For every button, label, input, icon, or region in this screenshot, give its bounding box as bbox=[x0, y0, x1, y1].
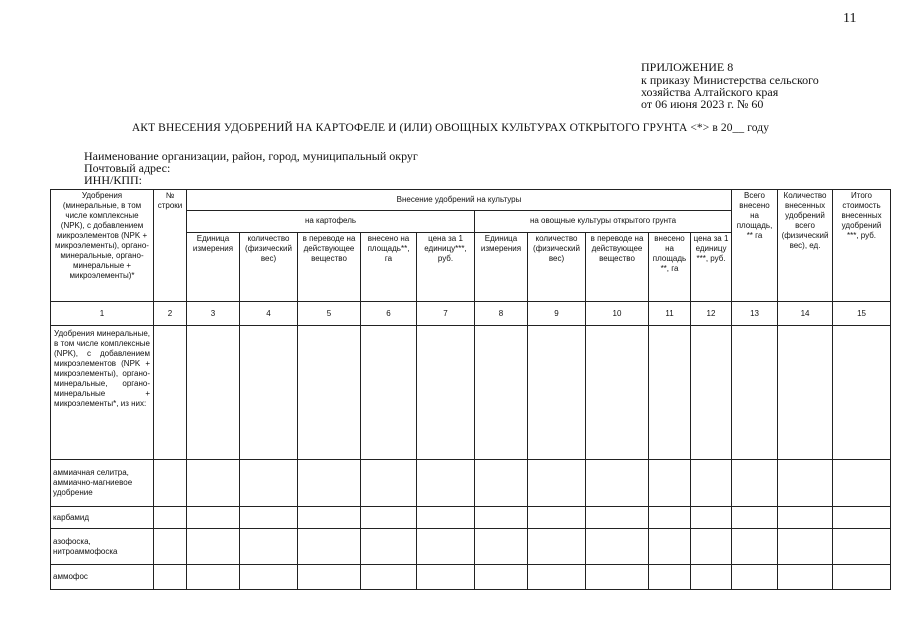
subheader-active-substance: в переводе на действующее вещество bbox=[586, 233, 649, 302]
row-label-ammonium-nitrate: аммиачная селитра, аммиачно-магниевое удобрение bbox=[51, 459, 154, 506]
row-label-fertilizers-total: Удобрения минеральные, в том числе комплексные (NPK), с добавлением микроэлементов (NPK + микроэлементы), органо-минеральные, органо-минеральные + микроэлементы*, из них: bbox=[51, 326, 154, 459]
subheader-quantity: количество (физический вес) bbox=[528, 233, 586, 302]
column-number: 8 bbox=[475, 301, 528, 326]
column-number: 11 bbox=[649, 301, 691, 326]
column-number: 6 bbox=[361, 301, 417, 326]
page-number: 11 bbox=[843, 11, 857, 26]
column-number: 15 bbox=[833, 301, 891, 326]
subheader-price: цена за 1 единицу ***, руб. bbox=[691, 233, 732, 302]
column-number: 14 bbox=[778, 301, 833, 326]
header-application: Внесение удобрений на культуры bbox=[187, 190, 732, 211]
header-total-quantity: Количество внесенных удобрений всего (физический вес), ед. bbox=[778, 190, 833, 302]
header-fertilizers: Удобрения (минеральные, в том числе комплексные (NPK), с добавлением микроэлементов (NPK + микроэлементы), органо-минеральные, органо-минеральные + микроэлементы)* bbox=[51, 190, 154, 302]
fertilizer-table bbox=[50, 189, 891, 590]
subheader-unit: Единица измерения bbox=[475, 233, 528, 302]
org-name-label: Наименование организации, район, город, муниципальный округ bbox=[84, 149, 418, 163]
column-number: 4 bbox=[240, 301, 298, 326]
header-total-area: Всего внесено на площадь, ** га bbox=[732, 190, 778, 302]
appendix-line: от 06 июня 2023 г. № 60 bbox=[641, 97, 764, 111]
subheader-unit: Единица измерения bbox=[187, 233, 240, 302]
postal-address-label: Почтовый адрес: bbox=[84, 161, 171, 175]
organization-fields bbox=[84, 150, 418, 186]
column-number: 1 bbox=[51, 301, 154, 326]
appendix-title: ПРИЛОЖЕНИЕ 8 bbox=[641, 60, 734, 74]
subheader-area: внесено на площадь **, га bbox=[649, 233, 691, 302]
inn-kpp-label: ИНН/КПП: bbox=[84, 173, 143, 187]
column-number: 7 bbox=[417, 301, 475, 326]
appendix-block bbox=[641, 61, 819, 110]
appendix-line: хозяйства Алтайского края bbox=[641, 85, 779, 99]
column-number: 2 bbox=[154, 301, 187, 326]
column-number: 3 bbox=[187, 301, 240, 326]
column-number: 10 bbox=[586, 301, 649, 326]
header-potato: на картофель bbox=[187, 210, 475, 233]
subheader-quantity: количество (физический вес) bbox=[240, 233, 298, 302]
column-number: 13 bbox=[732, 301, 778, 326]
column-number: 9 bbox=[528, 301, 586, 326]
row-label-ammophos: аммофос bbox=[51, 565, 154, 590]
subheader-area: внесено на площадь**, га bbox=[361, 233, 417, 302]
subheader-price: цена за 1 единицу***, руб. bbox=[417, 233, 475, 302]
appendix-line: к приказу Министерства сельского bbox=[641, 73, 819, 87]
header-total-cost: Итого стоимость внесенных удобрений ***, руб. bbox=[833, 190, 891, 302]
column-number: 12 bbox=[691, 301, 732, 326]
subheader-active-substance: в переводе на действующее вещество bbox=[298, 233, 361, 302]
header-row-number: № строки bbox=[154, 190, 187, 302]
column-number: 5 bbox=[298, 301, 361, 326]
header-vegetables: на овощные культуры открытого грунта bbox=[475, 210, 732, 233]
row-label-azofoska: азофоска, нитроаммофоска bbox=[51, 529, 154, 565]
row-label-carbamide: карбамид bbox=[51, 506, 154, 529]
document-title: АКТ ВНЕСЕНИЯ УДОБРЕНИЙ НА КАРТОФЕЛЕ И (ИЛИ) ОВОЩНЫХ КУЛЬТУРАХ ОТКРЫТОГО ГРУНТА <*> в 20__ году bbox=[131, 122, 770, 134]
